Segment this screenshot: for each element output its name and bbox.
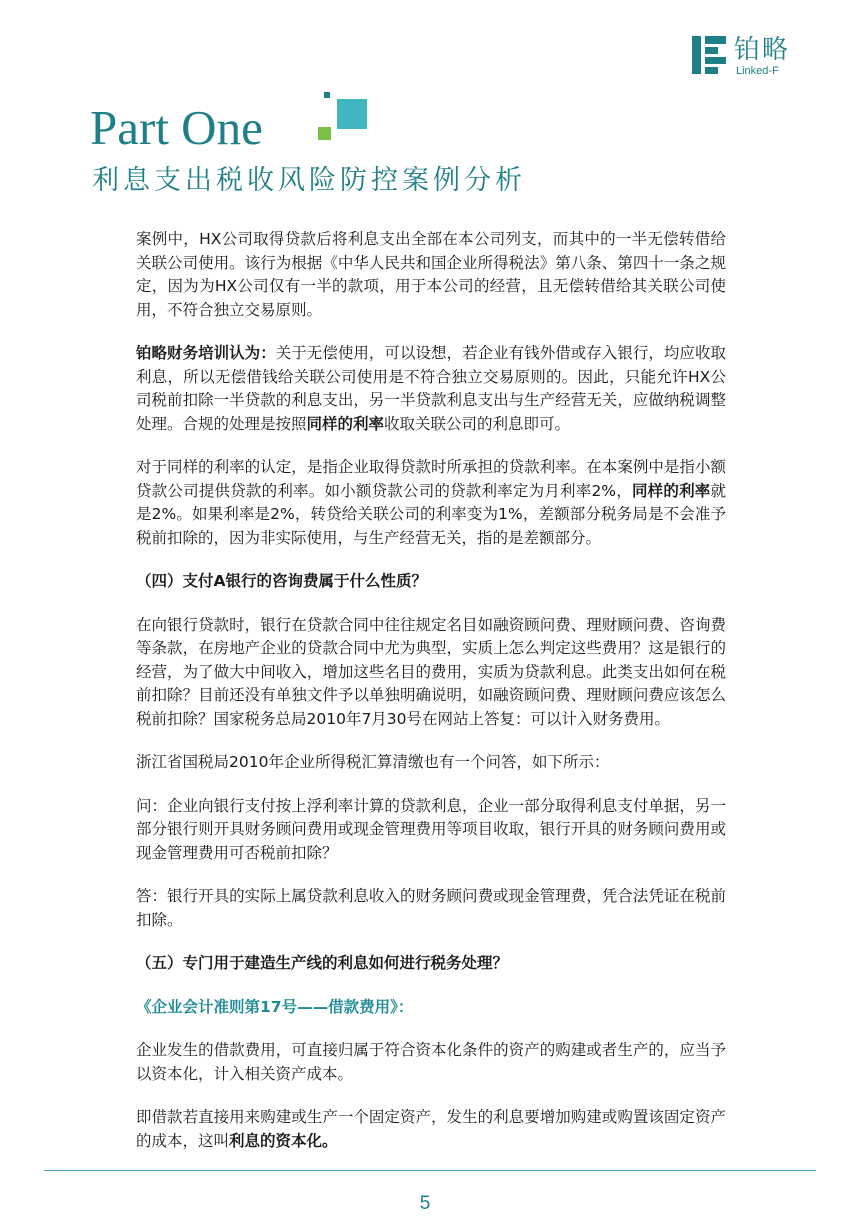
bold-lead: 铂略财务培训认为： [136,344,276,362]
text-span: 就是2%。如果利率是2%，转贷给关联公司的利率变为1%，差额部分税务局是不会准予税前扣除的，因为非实际使用，与生产经营无关，指的是差额部分。 [136,481,726,547]
brand-logo [692,36,812,76]
bold-phrase: 利息的资本化。 [229,1131,338,1150]
paragraph-rate [136,456,726,550]
decorative-squares-icon [318,92,368,142]
paragraph-zhejiang: 浙江省国税局2010年企业所得税汇算清缴也有一个问答，如下所示： [136,753,610,771]
logo-mark-icon [692,36,726,74]
paragraph-question: 问：企业向银行支付按上浮利率计算的贷款利息，企业一部分取得利息支付单据，另一部分银行则开具财务顾问费用或现金管理费用等项目收取，银行开具的财务顾问费用或现金管理费用可否税前扣除？ [136,796,726,862]
paragraph-capitalization [136,1106,726,1153]
paragraph-answer: 答：银行开具的实际上属贷款利息收入的财务顾问费或现金管理费，凭合法凭证在税前扣除。 [136,887,726,929]
article-body [136,228,726,1173]
paragraph-opinion [136,342,726,436]
page-number: 5 [419,1193,431,1214]
standard-reference-heading: 《企业会计准则第17号——借款费用》： [136,997,414,1016]
text-span: 对于同样的利率的认定，是指企业取得贷款时所承担的贷款利率。在本案例中是指小额贷款公司提供贷款的利率。如小额贷款公司的贷款利率定为月利率2%， [136,458,726,500]
logo-name: 铂略 [734,35,791,65]
paragraph-case: 案例中，HX公司取得贷款后将利息支出全部在本公司列支，而其中的一半无偿转借给关联公司使用。该行为根据《中华人民共和国企业所得税法》第八条、第四十一条之规定，因为为HX公司仅有一半的款项，用于本公司的经营，且无偿转借给其关联公司使用，不符合独立交易原则。 [136,230,726,319]
part-title: Part One [90,100,263,155]
bold-phrase: 同样的利率 [306,414,385,433]
text-span: 即借款若直接用来购建或生产一个固定资产，发生的利息要增加购建或购置该固定资产的成本，这叫 [136,1108,726,1150]
logo-subtitle: Linked-F [736,65,779,77]
heading-four: （四）支付A银行的咨询费属于什么性质？ [136,572,427,590]
text-span: 关于无偿使用，可以设想，若企业有钱外借或存入银行，均应收取利息，所以无偿借钱给关联公司使用是不符合独立交易原则的。因此，只能允许HX公司税前扣除一半贷款的利息支出，另一半贷款利息支出与生产经营无关，应做纳税调整处理。合规的处理是按照 [136,344,726,433]
footer-divider [44,1170,816,1171]
paragraph-consulting: 在向银行贷款时，银行在贷款合同中往往规定名目如融资顾问费、理财顾问费、咨询费等条款，在房地产企业的贷款合同中尤为典型，实质上怎么判定这些费用？这是银行的经营，为了做大中间收入，增加这些名目的费用，实质为贷款利息。此类支出如何在税前扣除？目前还没有单独文件予以单独明确说明，如融资顾问费、理财顾问费应该怎么税前扣除？国家税务总局2010年7月30号在网站上答复：可以计入财务费用。 [136,615,726,728]
paragraph-borrowing-costs: 企业发生的借款费用，可直接归属于符合资本化条件的资产的购建或者生产的，应当予以资本化，计入相关资产成本。 [136,1041,726,1083]
heading-five: （五）专门用于建造生产线的利息如何进行税务处理？ [136,954,509,972]
section-subtitle: 利息支出税收风险防控案例分析 [92,165,526,196]
bold-phrase: 同样的利率 [631,481,711,500]
text-span: 收取关联公司的利息即可。 [384,414,571,433]
